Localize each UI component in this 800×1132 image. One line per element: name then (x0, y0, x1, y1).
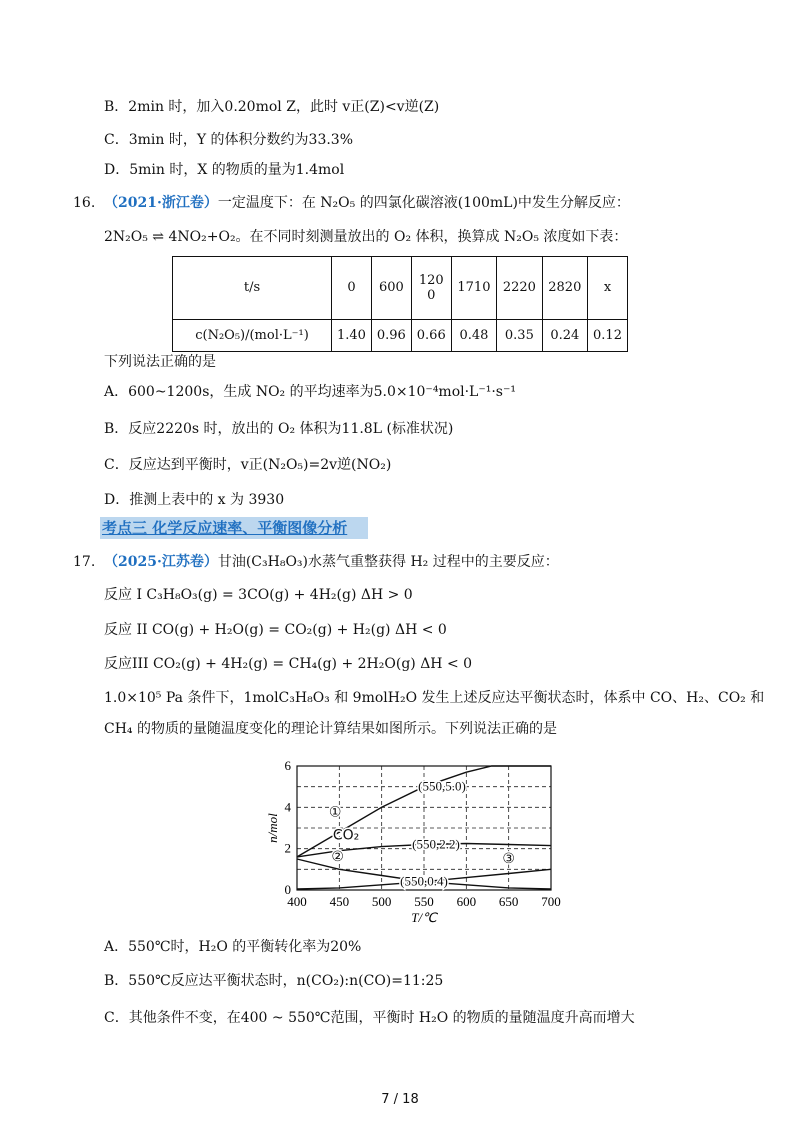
table-row (173, 257, 628, 320)
q16-option-b: B．反应2220s 时，放出的 O₂ 体积为11.8L (标准状况) (104, 421, 454, 437)
table-cell: 1710 (451, 257, 496, 320)
equilibrium-chart (265, 752, 565, 927)
x-tick-label: 550 (414, 894, 434, 909)
annotation-label: (550,5.0) (418, 778, 466, 794)
q17-option-b: B．550℃反应达平衡状态时，n(CO₂):n(CO)=11:25 (104, 973, 444, 989)
series-label-1: ① (328, 804, 342, 821)
q17-stem-line (104, 552, 559, 572)
x-axis-label: T/℃ (411, 910, 437, 925)
page-number: 7 / 18 (381, 1092, 419, 1107)
table-cell: x (588, 257, 628, 320)
q16-stem-line2: 2N₂O₅ ⇌ 4NO₂+O₂。在不同时刻测量放出的 O₂ 体积，换算成 N₂O₅ 浓度如下表： (104, 229, 628, 245)
q17-source: （2025·江苏卷） (104, 554, 218, 570)
q17-condition-line1: 1.0×10⁵ Pa 条件下，1molC₃H₈O₃ 和 9molH₂O 发生上述反应达平衡状态时，体系中 CO、H₂、CO₂ 和 (104, 690, 765, 706)
q16-option-a: A．600~1200s，生成 NO₂ 的平均速率为5.0×10⁻⁴mol·L⁻¹·s⁻¹ (104, 384, 516, 400)
q16-prompt: 下列说法正确的是 (104, 354, 216, 370)
q17-stem: 甘油(C₃H₈O₃)水蒸气重整获得 H₂ 过程中的主要反应： (217, 554, 559, 570)
y-axis-label: n/mol (265, 813, 280, 843)
series-label-2: ② (331, 849, 344, 866)
concentration-table (172, 256, 628, 352)
x-tick-label: 400 (287, 894, 307, 909)
table-row (173, 319, 628, 351)
q16-option-c: C．反应达到平衡时，v正(N₂O₅)=2v逆(NO₂) (104, 457, 392, 473)
table-cell: 1.40 (332, 319, 372, 351)
q16-stem-line1 (104, 193, 630, 213)
y-tick-label: 4 (284, 799, 291, 815)
table-cell: 0.24 (542, 319, 587, 351)
q17-condition-line2: CH₄ 的物质的量随温度变化的理论计算结果如图所示。下列说法正确的是 (104, 721, 557, 737)
q16-source: （2021·浙江卷） (104, 195, 218, 211)
table-cell: 0.66 (411, 319, 451, 351)
table-cell: 0.35 (497, 319, 542, 351)
table-cell: 600 (371, 257, 411, 320)
table-cell: 0.12 (588, 319, 628, 351)
reaction-3: 反应III CO₂(g) + 4H₂(g) = CH₄(g) + 2H₂O(g) ΔH < 0 (104, 656, 473, 672)
y-tick-label: 0 (284, 882, 291, 897)
y-tick-label: 2 (284, 840, 291, 856)
table-cell: 2220 (497, 257, 542, 320)
series-label-co2: CO₂ (332, 827, 360, 844)
q15-option-d: D．5min 时，X 的物质的量为1.4mol (104, 162, 345, 178)
x-tick-label: 700 (541, 894, 561, 909)
table-header-time: t/s (173, 257, 332, 320)
reaction-1: 反应 I C₃H₈O₃(g) = 3CO(g) + 4H₂(g) ΔH > 0 (104, 587, 413, 603)
table-cell: 120 0 (411, 257, 451, 320)
annotation-label: (550,0.4) (400, 873, 448, 889)
q16-option-d: D．推测上表中的 x 为 3930 (104, 492, 285, 508)
x-tick-label: 450 (329, 894, 350, 909)
x-tick-label: 500 (371, 894, 392, 909)
table-cell: 2820 (542, 257, 587, 320)
q17-option-c: C．其他条件不变，在400 ~ 550℃范围，平衡时 H₂O 的物质的量随温度升高而增大 (104, 1010, 635, 1026)
q15-option-b: B．2min 时，加入0.20mol Z，此时 v正(Z)<v逆(Z) (104, 99, 440, 115)
table-cell: 0 (332, 257, 372, 320)
annotation-label: (550,2.2) (412, 836, 460, 852)
table-header-concentration: c(N₂O₅)/(mol·L⁻¹) (173, 319, 332, 351)
x-tick-label: 600 (456, 894, 477, 909)
table-cell: 0.48 (451, 319, 496, 351)
reaction-2: 反应 II CO(g) + H₂O(g) = CO₂(g) + H₂(g) ΔH < 0 (104, 622, 447, 638)
x-tick-label: 650 (498, 894, 519, 909)
series-label-3: ③ (502, 851, 515, 868)
section-heading: 考点三 化学反应速率、平衡图像分析 (102, 519, 348, 537)
q16-number: 16. (73, 195, 96, 211)
q17-number: 17. (73, 554, 96, 570)
q16-stem1: 一定温度下：在 N₂O₅ 的四氯化碳溶液(100mL)中发生分解反应： (217, 195, 630, 211)
q15-option-c: C．3min 时，Y 的体积分数约为33.3% (104, 132, 354, 148)
table-cell: 0.96 (371, 319, 411, 351)
q17-option-a: A．550℃时，H₂O 的平衡转化率为20% (104, 939, 362, 955)
y-tick-label: 6 (284, 758, 291, 773)
